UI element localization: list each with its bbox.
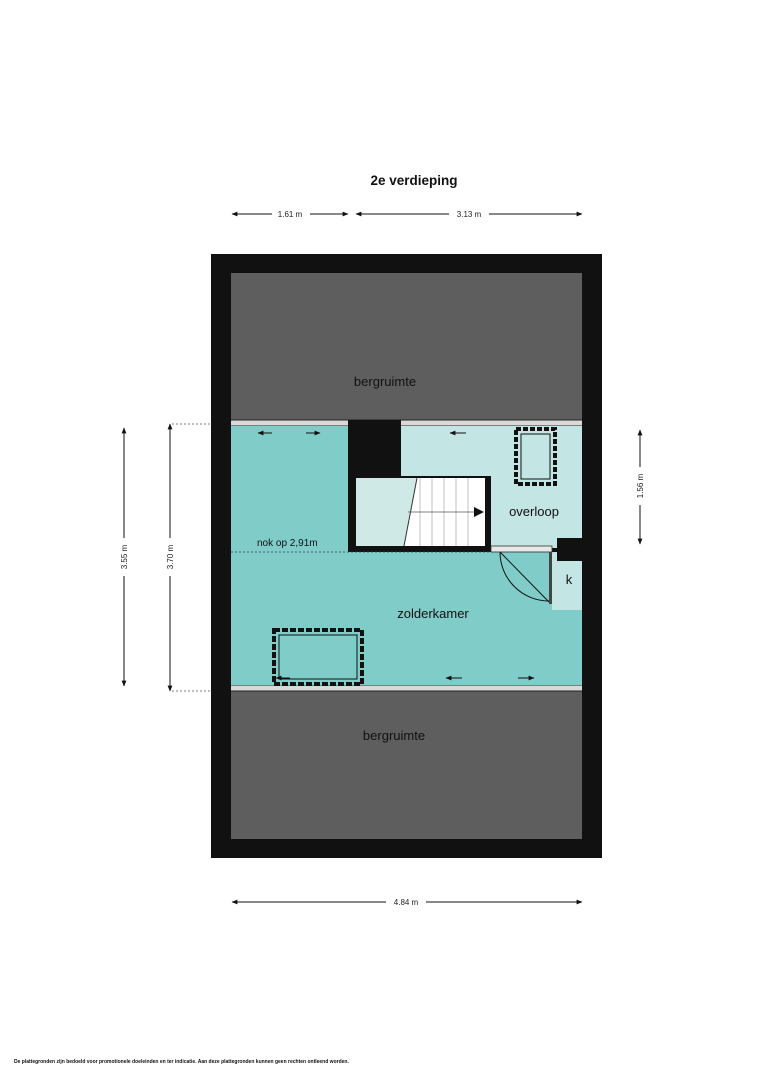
storage-bottom-label: bergruimte	[362, 728, 426, 743]
ridge-note: nok op 2,91m	[257, 538, 318, 549]
dimension-bottom	[232, 896, 582, 908]
dimension-bottom-label: 4.84 m	[393, 898, 419, 907]
storage-top	[231, 273, 582, 420]
dimension-left-inner-label: 3.70 m	[166, 544, 175, 570]
dimension-top-right	[356, 208, 582, 220]
cupboard-label: k	[565, 572, 573, 587]
storage-top-label: bergruimte	[353, 374, 417, 389]
dimension-top-right-label: 3.13 m	[456, 210, 482, 219]
chimney-block	[348, 420, 401, 476]
knee-wall-top	[231, 420, 582, 426]
disclaimer: De plattegronden zijn bedoeld voor promotionele doeleinden en ter indicatie. Aan deze plattegronden kunnen geen rechten ontleend worden.	[14, 1059, 349, 1065]
attic-room-label: zolderkamer	[397, 606, 469, 621]
dimension-top-left	[232, 208, 348, 220]
floor-title: 2e verdieping	[370, 173, 458, 188]
cupboard-post	[557, 538, 582, 561]
storage-bottom	[231, 691, 582, 839]
landing-bottom-wall	[491, 546, 552, 552]
dimension-left-outer-label: 3.55 m	[120, 544, 129, 570]
dimension-left-outer	[118, 428, 130, 686]
staircase	[356, 478, 485, 546]
dimension-top-left-label: 1.61 m	[277, 210, 303, 219]
attic-room-left	[231, 426, 348, 552]
cupboard-wall	[549, 552, 552, 604]
landing-label: overloop	[509, 504, 559, 519]
dimension-right-label: 1.56 m	[636, 473, 645, 499]
landing-wall	[485, 478, 491, 552]
dimension-right	[634, 430, 646, 544]
dimension-left-inner	[164, 424, 176, 691]
